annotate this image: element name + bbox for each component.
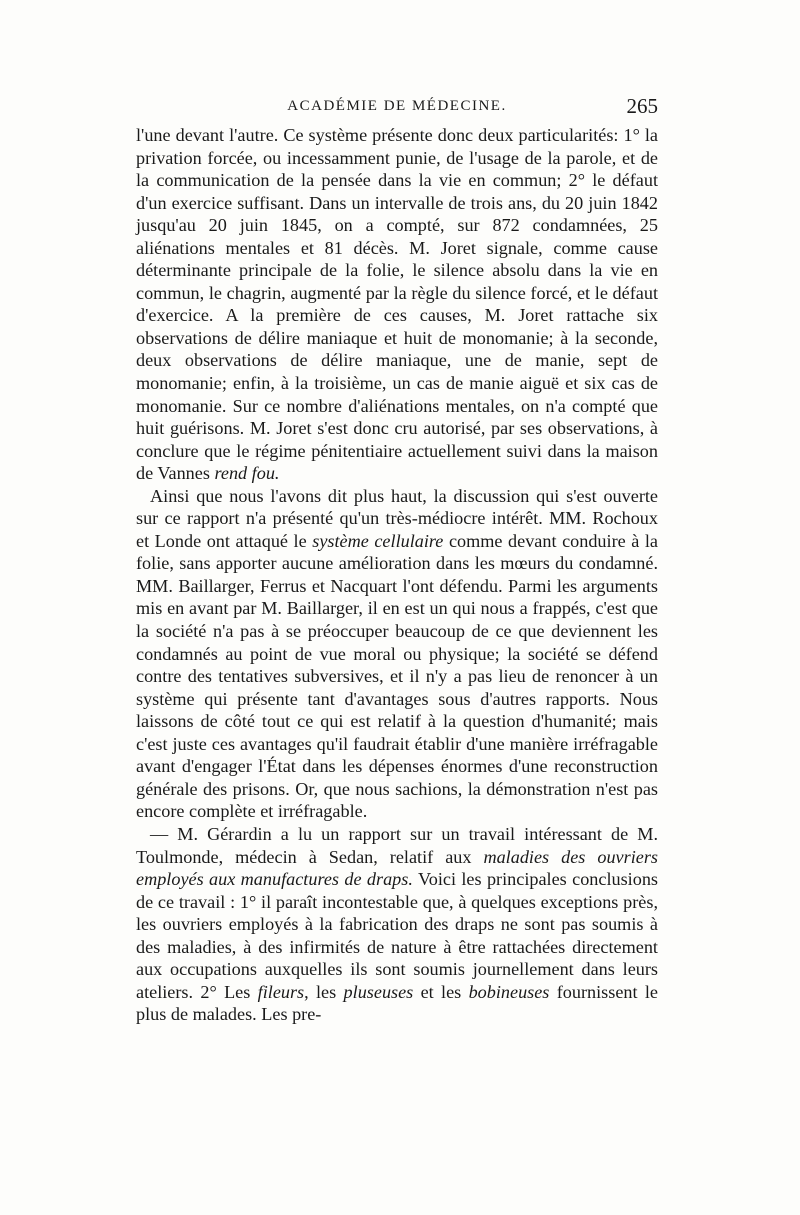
italic-text: pluseuses bbox=[343, 981, 414, 1002]
italic-text: système cellulaire bbox=[312, 530, 444, 551]
italic-text: fileurs bbox=[257, 981, 305, 1002]
body-text bbox=[136, 124, 658, 1026]
paragraph bbox=[136, 124, 658, 485]
text-run: Voici les principales conclusions de ce travail : 1° il paraît incontestable que, à quelques exceptions près, les ouvriers employés à la fabrication des draps ne sont pas soumis à des maladies, à des infirmités de nature à être rattachées directement aux occupations auxquelles ils sont soumis journellement dans leurs ateliers. 2° Les bbox=[136, 869, 658, 1002]
running-title: ACADÉMIE DE MÉDECINE. bbox=[287, 98, 507, 114]
running-head bbox=[136, 94, 658, 124]
paragraph bbox=[136, 485, 658, 823]
paragraph bbox=[136, 823, 658, 1026]
text-run: comme devant conduire à la folie, sans apporter aucune amélioration dans les mœurs du condamné. MM. Baillarger, Ferrus et Nacquart l'ont défendu. Parmi les arguments mis en avant par M. Baillarger, il en est un qui nous a frappés, c'est que la société n'a pas à se préoccuper beaucoup de ce que deviennent les condamnés au point de vue moral ou physique; la société se défend contre des tentatives subversives, et il n'y a pas lieu de renoncer à un système qui présente tant d'avantages sous d'autres rapports. Nous laissons de côté tout ce qui est relatif à la question d'humanité; mais c'est juste ces avantages qu'il faudrait établir d'une manière irréfragable avant d'engager l'État dans les dépenses énormes d'une reconstruction générale des prisons. Or, que nous sachions, la démonstration n'est pas encore complète et irréfragable. bbox=[136, 530, 658, 822]
text-run: l'une devant l'autre. Ce système présente donc deux particularités: 1° la privation forcée, ou incessamment punie, de l'usage de la parole, et de la communication de la pensée dans la vie en commun; 2° le défaut d'un exercice suffisant. Dans un intervalle de trois ans, du 20 juin 1842 jusqu'au 20 juin 1845, on a compté, sur 872 condamnées, 25 aliénations mentales et 81 décès. M. Joret signale, comme cause déterminante principale de la folie, le silence absolu dans la vie en commun, le chagrin, augmenté par la règle du silence forcé, et le défaut d'exercice. A la première de ces causes, M. Joret rattache six observations de délire maniaque et huit de monomanie; à la seconde, deux observations de délire maniaque, une de manie, sept de monomanie; enfin, à la troisième, un cas de manie aiguë et six cas de monomanie. Sur ce nombre d'aliénations mentales, on n'a compté que huit guérisons. M. Joret s'est donc cru autorisé, par ses observations, à conclure que le régime pénitentiaire actuellement suivi dans la maison de Vannes bbox=[136, 125, 658, 484]
text-run: , les bbox=[304, 981, 344, 1002]
italic-text: rend fou. bbox=[214, 463, 280, 484]
italic-text: maladies des ouvriers employés aux manufactures de draps. bbox=[136, 846, 658, 890]
text-run: et les bbox=[413, 981, 469, 1002]
italic-text: bobineuses bbox=[468, 981, 550, 1002]
text-run: — M. Gérardin a lu un rapport sur un travail intéressant de M. Toulmonde, médecin à Sedan, relatif aux bbox=[136, 823, 658, 867]
text-run: fournissent le plus de malades. Les pre- bbox=[136, 981, 658, 1025]
text-run: Ainsi que nous l'avons dit plus haut, la discussion qui s'est ouverte sur ce rapport n'a présenté qu'un très-médiocre intérêt. MM. Rochoux et Londe ont attaqué le bbox=[136, 485, 658, 551]
page-number: 265 bbox=[626, 94, 658, 118]
